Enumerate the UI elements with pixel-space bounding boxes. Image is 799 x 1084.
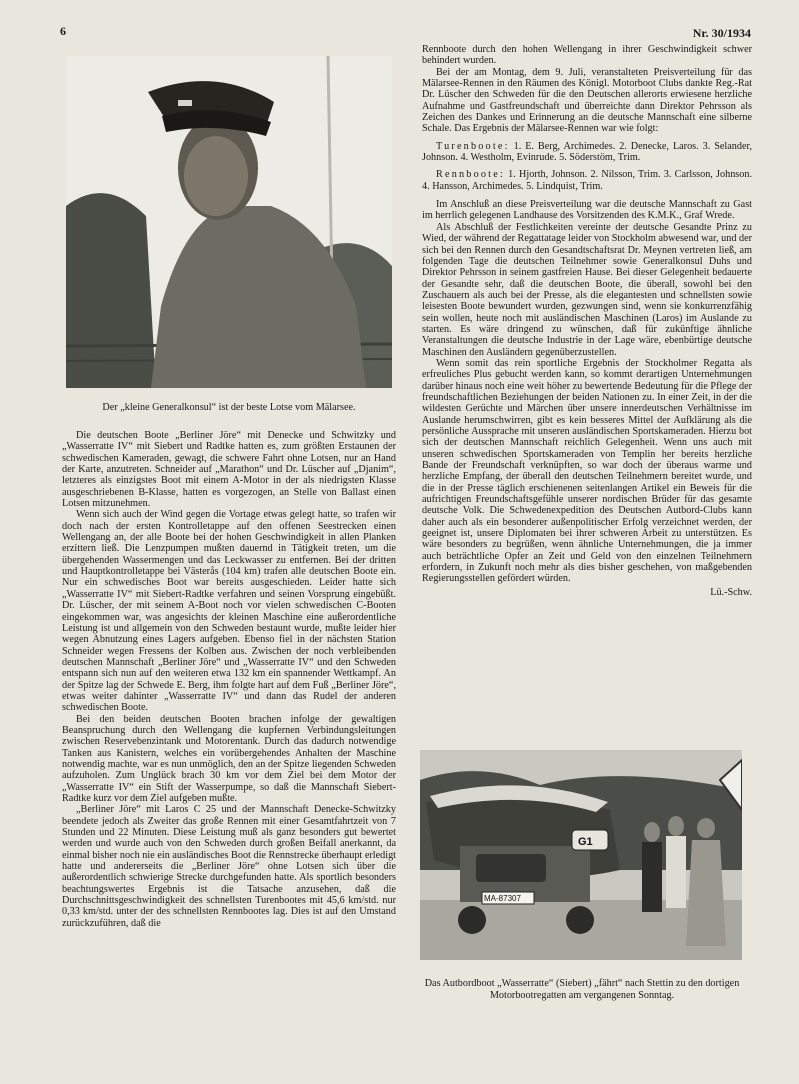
paragraph: Rennboote durch den hohen Wellengang in ihrer Geschwindigkeit schwer behindert wurden. [422, 44, 752, 67]
results-list: 1. Hjorth, Johnson. 2. Nilsson, Trim. 3. Carlsson, Johnson. 4. Hansson, Archimedes. 5. Lindquist, Trim. [422, 169, 752, 192]
paragraph: Wenn sich auch der Wind gegen die Vortage etwas gelegt hatte, so trafen wir doch nach der ersten Kontrolletappe auf den offenen Seestrecken einen Wellengang an, der alle Boote bei der hohen Geschwindigkeit in allen Planken erzittern ließ. Die Lenzpumpen mußten dauernd in Tätigkeit treten, um die übergehenden Wassermengen und das Leckwasser zu entfernen. Bei der dritten und Hauptkontrolletappe bei Västerås (104 km) trafen alle deutschen Boote ein. Nur ein schwedisches Boot war bereits ausgeschieden. Leider hatte sich „Wasserratte IV“ mit Siebert-Radtke verfahren und seinen Vorsprung eingebüßt. Dr. Lüscher, der mit seinem A-Boot noch vor vielen schwedischen C-Booten eingekommen war, was angesichts der kleinen Maschine eine außerordentliche Leistung ist und allgemein von den Schweden bestaunt wurde, mußte leider hier wegen Abnutzung eines Lagers aufgeben. Ebenso fiel in der nächsten Station Schneider wegen Fressens der Kolben aus. Zwischen der noch verbleibenden deutschen Mannschaft „Berliner Jöre“ und „Wasserratte IV“ und den Schweden entspann sich nun auf den weiteren etwa 132 km ein spannender Wettkampf. An der Spitze lag der Schwede E. Berg, ihm folgte hart auf dem Fuß „Berliner Jöre“, etwas weiter dahinter „Wasserratte IV“ und dann das Rudel der anderen schwedischen Boote. [62, 509, 396, 714]
paragraph: Bei der am Montag, dem 9. Juli, veranstalteten Preisverteilung für das Mälarsee-Rennen in den Räumen des Königl. Motorboot Clubs dankte Reg.-Rat Dr. Lüscher den Schweden für die den Deutschen allerorts erwiesene herzliche Aufnahme und Gastfreundschaft und überreichte dann Direktor Pehrsson als Zeichen des Dankes und Erinnerung an die deutsche Mannschaft eine silberne Schale. Das Ergebnis der Mälarsee-Rennen war wie folgt: [422, 66, 752, 135]
paragraph: „Berliner Jöre“ mit Laros C 25 und der Mannschaft Denecke-Schwitzky beendete jedoch als Zweiter das große Rennen mit einer Gesamtfahrtzeit von 7 Stunden und 22 Minuten. Diese Leistung muß als ganz besonders gut bewertet werden und wurde auch von den Schweden durch großen Beifall anerkannt, da einmal bisher noch nie ein ausländisches Boot die Rennstrecke überhaupt erledigt hatte und andererseits die „Berliner Jöre“ ohne Lotsen sich über die außerordentlich schwierige Strecke durchgefunden hatte. Als sportlich besonders beachtungswertes Ergebnis ist die Tatsache anzusehen, daß die Durchschnittsgeschwindigkeit des schnellsten Turenbootes mit 45,6 km/std. nur 0,33 km/std. unter der des schnellsten Rennbootes lag. Dies ist auf den Umstand zurückzuführen, daß die [62, 804, 396, 929]
results-list: 1. E. Berg, Archimedes. 2. Denecke, Laros. 3. Selander, Johnson. 4. Westholm, Evinrude. 5. Söderstöm, Trim. [422, 140, 753, 164]
portrait-photo [66, 56, 392, 388]
paragraph: Als Abschluß der Festlichkeiten vereinte der deutsche Gesandte Prinz zu Wied, der während der Regattatage leider von Stockholm abwesend war, und der sich bei den Rennen durch den Gesandtschaftsrat Dr. Meynen vertreten ließ, am folgenden Tage die deutschen Teilnehmer sowie Generalkonsul Duhs und Direktor Pehrsson in seinem gastfreien Hause. Bei dieser Gelegenheit bedauerte der Gesandte sehr, daß die deutschen Boote, die überall, sowohl bei den Zuschauern als auch bei der Presse, als die elegantesten und schnellsten sowie leisesten Boote bewundert wurden, gezwungen sind, wenn sie konkurrenzfähig sein wollen, heute noch mit ausländischen Maschinen (Laros) im Auslande zu starten. Es wäre dringend zu wünschen, daß für zukünftige ähnliche Veranstaltungen die deutsche Industrie in der Lage wäre, ebenbürtige deutsche Maschinen den Ausländern gegenüberzustellen. [422, 221, 752, 358]
article-column-right [422, 44, 752, 598]
results-label: Rennboote: [436, 169, 505, 181]
results-turenboote [422, 141, 752, 164]
paragraph: Wenn somit das rein sportliche Ergebnis der Stockholmer Regatta als erfreuliches Plus gebucht werden kann, so kommt derartigen Unternehmungen darüber hinaus noch eine weit höher zu bewertende Bedeutung für die Pflege der freundschaftlichen Beziehungen der beiden Nationen zu. In einer Zeit, in der die wildesten Gerüchte und Märchen über unsere innerdeutschen Verhältnisse im Auslande herumschwirren, gibt es kein besseres Mittel der Aufklärung als die persönliche Aussprache mit unseren ausländischen Sportskameraden. Hierzu bot sich der deutschen Mannschaft reichlich Gelegenheit. Wenn uns auch mit unseren schwedischen Sportskameraden von Templin her bereits herzliche Bande der Freundschaft verknüpften, so war doch der überaus warme und herzliche Empfang, der überall den deutschen Teilnehmern bereitet wurde, und die in der Presse täglich erschienenen seitenlangen Artikel ein Beweis für die aufrichtigen Freundschaftsgefühle unserer nordischen Brüder für das gesamte deutsche Volk. Die Schwedenexpedition des Deutschen Autbord-Clubs kann daher auch als ein besonderer außenpolitischer Erfolg verzeichnet werden, der geeignet ist, unsere Diplomaten bei ihrer schweren Arbeit zu unterstützen. Es wäre besonders zu begrüßen, wenn ähnliche Unternehmungen, die ja immer auch beträchtliche Opfer an Zeit und Geld von den einzelnen Teilnehmern erfordern, in Zukunft noch mehr als dies bisher geschehen, von maßgebenden Regierungsstellen gefördert würden. [422, 357, 752, 585]
results-rennboote [422, 169, 752, 192]
issue-number: Nr. 30/1934 [692, 26, 751, 40]
article-column-left [62, 430, 396, 929]
hull-number: G1 [578, 836, 593, 848]
paragraph: Die deutschen Boote „Berliner Jöre“ mit Denecke und Schwitzky und „Wasserratte IV“ mit Siebert und Radtke hatten es, zum größten Erstaunen der schwedischen Kameraden, gewagt, die schwere Fahrt ohne Lotsen, nur an Hand der Karte, anzutreten. Schneider auf „Marathon“ und Dr. Lüscher auf „Djanim“, letzteres als einzigstes Boot mit einem A-Motor in der als niedrigsten Klasse ausgeschriebenen B-Klasse, hatten es vorgezogen, an Stelle von Ballast einen Lotsen mitzunehmen. [62, 430, 396, 510]
page-number: 6 [60, 24, 66, 38]
author-signature: Lü.-Schw. [710, 586, 752, 598]
boat-trailer-photo [420, 750, 742, 960]
paragraph: Im Anschluß an diese Preisverteilung war die deutsche Mannschaft zu Gast im herrlich gelegenen Landhause des Vorsitzenden des K.M.K., Graf Wrede. [422, 199, 752, 222]
portrait-caption: Der „kleine Generalkonsul“ ist der beste Lotse vom Mälarsee. [102, 402, 356, 413]
boat-caption: Das Autbordboot „Wasserratte“ (Siebert) „fährt“ nach Stettin zu den dortigen Motorbootregatten am vergangenen Sonntag. [424, 978, 740, 1001]
paragraph: Bei den beiden deutschen Booten brachen infolge der gewaltigen Beanspruchung durch den Wellengang die kupfernen Verbindungsleitungen zwischen Reservebenzintank und Motorentank. Durch das dadurch notwendige Tanken aus Kanistern, welches ein vorübergehendes Anhalten der Maschine notwendig machte, war es nun unmöglich, den an der Spitze liegenden Schweden aufzuholen. Zum Unglück brach 30 km vor dem Ziel bei dem Motor der „Wasserratte IV“ ein Stift der Wasserpumpe, so daß die Mannschaft Siebert-Radtke kurz vor dem Ziel aufgeben mußte. [62, 713, 396, 804]
license-plate: MA-87307 [484, 894, 521, 903]
results-label: Turenboote: [436, 140, 510, 152]
